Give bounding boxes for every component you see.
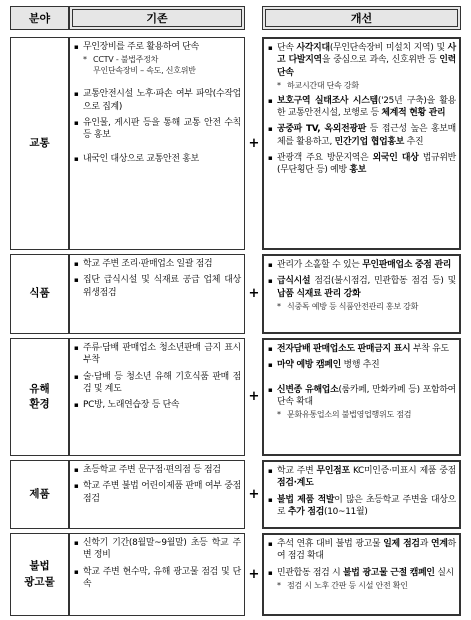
list-item bbox=[74, 274, 241, 299]
category-cell: 식품 bbox=[10, 254, 69, 334]
note-item bbox=[268, 580, 456, 591]
emphasis-text: 납품 식재료 관리 강화 bbox=[277, 288, 361, 299]
bullet-icon: ▪ bbox=[74, 260, 79, 268]
item-text bbox=[277, 95, 456, 120]
note-mark: * bbox=[277, 580, 281, 590]
item-text: 학교 주변 조리·판매업소 일괄 점검 bbox=[83, 259, 213, 269]
header-before-label: 기존 bbox=[146, 12, 168, 25]
after-cell bbox=[262, 254, 461, 334]
list-item bbox=[268, 359, 456, 371]
plain-text: 과 bbox=[419, 539, 431, 549]
list-item bbox=[74, 464, 241, 476]
item-text bbox=[277, 275, 456, 300]
before-cell bbox=[69, 338, 245, 456]
plus-icon: + bbox=[248, 389, 260, 404]
emphasis-text: 공중파 TV, 옥외전광판 bbox=[277, 124, 367, 135]
bullet-icon: ▪ bbox=[268, 467, 273, 475]
category-cell: 교통 bbox=[10, 37, 69, 250]
emphasis-text: 일제 점검 bbox=[383, 539, 420, 549]
emphasis-text: 무인점포 bbox=[316, 466, 350, 476]
emphasis-text: 전자담배 판매업소도 판매금지 표시 bbox=[277, 344, 411, 354]
bullet-icon: ▪ bbox=[268, 540, 273, 548]
list-item bbox=[268, 343, 456, 355]
spacer bbox=[74, 76, 241, 84]
bullet-icon: ▪ bbox=[74, 118, 79, 127]
plain-text: 을 중심으로 과속, 신호위반 등 bbox=[321, 55, 440, 66]
bullet-icon: ▪ bbox=[74, 155, 79, 164]
item-text: 내국인 대상으로 교통안전 홍보 bbox=[83, 154, 199, 165]
item-text: 무인장비를 주로 활용하여 단속 bbox=[83, 42, 199, 52]
list-item bbox=[74, 566, 241, 591]
list-item bbox=[268, 567, 456, 579]
category-cell: 불법 광고물 bbox=[10, 533, 69, 616]
plain-text: 학교 주변 bbox=[277, 466, 317, 476]
list-item bbox=[74, 88, 241, 113]
before-cell bbox=[69, 460, 245, 529]
list-item bbox=[74, 258, 241, 270]
bullet-icon: ▪ bbox=[268, 125, 273, 134]
bullet-icon: ▪ bbox=[74, 372, 79, 381]
emphasis-text: 연계 bbox=[431, 539, 448, 549]
plain-text: 부착 유도 bbox=[410, 344, 449, 354]
item-text bbox=[277, 494, 456, 519]
note-mark: * bbox=[277, 80, 281, 90]
item-text bbox=[277, 359, 456, 371]
plain-text: 단속 bbox=[277, 43, 297, 53]
list-item bbox=[74, 153, 241, 165]
list-item bbox=[74, 342, 241, 367]
item-text bbox=[277, 259, 456, 271]
plain-text: 민관합동 점검 시 bbox=[277, 567, 343, 578]
emphasis-text: 신변종 유해업소 bbox=[277, 384, 339, 395]
plus-icon: + bbox=[248, 566, 260, 582]
plain-text: 하여 점검 확대 bbox=[277, 539, 456, 562]
spacer bbox=[74, 141, 241, 149]
after-cell bbox=[262, 460, 461, 529]
list-item bbox=[268, 123, 456, 148]
list-item bbox=[268, 259, 456, 271]
emphasis-text: 체계적 현황 관리 bbox=[381, 108, 446, 119]
plain-text: (무인단속장비 미설치 지역) 및 bbox=[329, 43, 448, 53]
bullet-icon: ▪ bbox=[74, 43, 79, 51]
note-item bbox=[74, 54, 241, 76]
bullet-icon: ▪ bbox=[268, 277, 273, 286]
bullet-icon: ▪ bbox=[268, 261, 273, 269]
plain-text: 병행 추진 bbox=[340, 360, 380, 371]
emphasis-text: 사각지대 bbox=[296, 43, 330, 53]
plus-icon: + bbox=[248, 135, 260, 151]
bullet-icon: ▪ bbox=[74, 344, 79, 352]
after-cell bbox=[262, 37, 461, 250]
item-text: 주류·담배 판매업소 청소년판매 금지 표시 부착 bbox=[83, 343, 241, 366]
bullet-icon: ▪ bbox=[268, 345, 273, 353]
item-text: 유인물, 게시판 등을 통해 교통 안전 수칙 등 홍보 bbox=[83, 117, 241, 141]
list-item bbox=[268, 465, 456, 490]
plain-text: ('25년 구축)을 활용한 교통안전시설, 보행로 등 bbox=[277, 95, 456, 119]
note-mark: * bbox=[277, 410, 281, 420]
header-before bbox=[69, 6, 245, 30]
emphasis-text: 인력 단속 bbox=[277, 55, 456, 78]
emphasis-text: 사고 다발지역 bbox=[277, 43, 456, 66]
item-text bbox=[277, 538, 456, 563]
plain-text: 관리가 소홀할 수 있는 bbox=[277, 260, 363, 270]
plain-text: 추석 연휴 대비 불법 광고물 bbox=[277, 539, 384, 549]
emphasis-text: 보호구역 실태조사 시스템 bbox=[277, 95, 378, 106]
emphasis-text: 불법 광고물 근절 캠페인 bbox=[342, 567, 435, 578]
bullet-icon: ▪ bbox=[268, 495, 273, 504]
item-text: 초등학교 주변 문구점·편의점 등 점검 bbox=[83, 465, 221, 475]
note-text: 점검 시 노후 간판 등 시설 안전 확인 bbox=[287, 580, 408, 590]
item-text: 학교 주변 현수막, 유해 광고물 점검 및 단속 bbox=[83, 566, 241, 589]
emphasis-text: 무인판매업소 중점 관리 bbox=[362, 260, 452, 270]
item-text bbox=[277, 567, 456, 579]
note-item bbox=[268, 409, 456, 420]
after-cell bbox=[262, 338, 461, 456]
item-text bbox=[277, 343, 456, 355]
bullet-icon: ▪ bbox=[268, 361, 273, 370]
item-text: PC방, 노래연습장 등 단속 bbox=[83, 400, 180, 411]
list-item bbox=[268, 275, 456, 300]
bullet-icon: ▪ bbox=[74, 276, 79, 285]
before-cell bbox=[69, 37, 245, 250]
bullet-icon: ▪ bbox=[268, 154, 273, 163]
note-mark: * bbox=[277, 301, 281, 311]
bullet-icon: ▪ bbox=[74, 90, 79, 99]
plain-text: 실시 bbox=[434, 567, 454, 578]
list-item bbox=[268, 384, 456, 409]
bullet-icon: ▪ bbox=[74, 482, 79, 491]
item-text bbox=[277, 384, 456, 409]
item-text: 집단 급식시설 및 식재료 공급 업체 대상 위생점검 bbox=[83, 275, 241, 298]
emphasis-text: 점검·계도 bbox=[277, 478, 314, 489]
note-text: 문화유통업소의 불법영업행위도 점검 bbox=[287, 410, 412, 420]
emphasis-text: 불법 제품 적발 bbox=[277, 494, 335, 505]
list-item bbox=[268, 95, 456, 120]
plain-text: 이 많은 초등학교 주변을 대상으로 bbox=[277, 494, 456, 517]
item-text bbox=[277, 152, 456, 177]
plain-text: 등 접근성 높은 홍보매체를 활용하고, bbox=[277, 124, 456, 147]
emphasis-text: 급식시설 bbox=[277, 276, 311, 287]
plain-text: 관광객 주요 방문지역은 bbox=[277, 153, 373, 164]
item-text: 교통안전시설 노후·파손 여부 파악(수작업으로 집계) bbox=[83, 89, 241, 112]
item-text: 학교 주변 불법 어린이제품 판매 여부 중점 점검 bbox=[83, 481, 241, 504]
bullet-icon: ▪ bbox=[74, 539, 79, 547]
list-item bbox=[268, 538, 456, 563]
bullet-icon: ▪ bbox=[74, 466, 79, 474]
header-category-label: 분야 bbox=[28, 12, 51, 25]
note-item bbox=[268, 301, 456, 312]
note-text: 식중독 예방 등 식품안전관리 홍보 강화 bbox=[287, 301, 419, 311]
plain-text: 법규위반(무단횡단 등) 예방 bbox=[277, 153, 456, 176]
before-cell bbox=[69, 254, 245, 334]
plain-text: (룸카페, 만화카페 등) 포함하여 단속 확대 bbox=[277, 384, 456, 407]
header-after bbox=[262, 6, 461, 30]
item-text bbox=[277, 123, 456, 148]
item-text: 술·담배 등 청소년 유해 기호식품 판매 점검 및 계도 bbox=[83, 371, 241, 394]
category-cell: 유해 환경 bbox=[10, 338, 69, 456]
header-after-label: 개선 bbox=[350, 12, 373, 25]
list-item bbox=[74, 399, 241, 411]
note-text: 하교시간대 단속 강화 bbox=[287, 80, 359, 90]
plain-text: 추진 bbox=[404, 136, 424, 147]
category-cell: 제품 bbox=[10, 460, 69, 529]
plain-text: KC미인증·미표시 제품 중점 bbox=[349, 466, 457, 476]
emphasis-text: 민간기업 협업홍보 bbox=[334, 136, 405, 147]
spacer bbox=[268, 372, 456, 380]
list-item bbox=[74, 117, 241, 142]
note-item bbox=[268, 80, 456, 91]
list-item bbox=[268, 494, 456, 519]
list-item bbox=[74, 480, 241, 505]
list-item bbox=[268, 152, 456, 177]
item-text: 신학기 기간(8월말~9월말) 초등 학교 주변 정비 bbox=[83, 538, 241, 561]
emphasis-text: 홍보 bbox=[349, 165, 367, 176]
emphasis-text: 외국인 대상 bbox=[372, 153, 419, 164]
after-cell bbox=[262, 533, 461, 616]
bullet-icon: ▪ bbox=[74, 401, 79, 410]
note-mark: * bbox=[83, 55, 87, 65]
bullet-icon: ▪ bbox=[268, 385, 273, 394]
bullet-icon: ▪ bbox=[74, 567, 79, 576]
bullet-icon: ▪ bbox=[268, 44, 273, 52]
list-item bbox=[74, 371, 241, 396]
before-cell bbox=[69, 533, 245, 616]
note-text: CCTV - 불법주정차 무인단속장비 – 속도, 신호위반 bbox=[93, 55, 196, 76]
bullet-icon: ▪ bbox=[268, 568, 273, 577]
header-category bbox=[10, 6, 69, 30]
list-item bbox=[74, 537, 241, 562]
item-text bbox=[277, 42, 456, 79]
emphasis-text: 마약 예방 캠페인 bbox=[277, 360, 341, 371]
emphasis-text: 추가 점검 bbox=[287, 506, 325, 517]
plain-text: (10~11월) bbox=[324, 506, 368, 517]
item-text bbox=[277, 465, 456, 490]
list-item bbox=[268, 42, 456, 79]
plus-icon: + bbox=[248, 286, 260, 301]
list-item bbox=[74, 41, 241, 53]
plain-text: 점검(불시점검, 민관합동 점검 등) 및 bbox=[310, 276, 456, 287]
plus-icon: + bbox=[248, 486, 260, 502]
bullet-icon: ▪ bbox=[268, 96, 273, 105]
